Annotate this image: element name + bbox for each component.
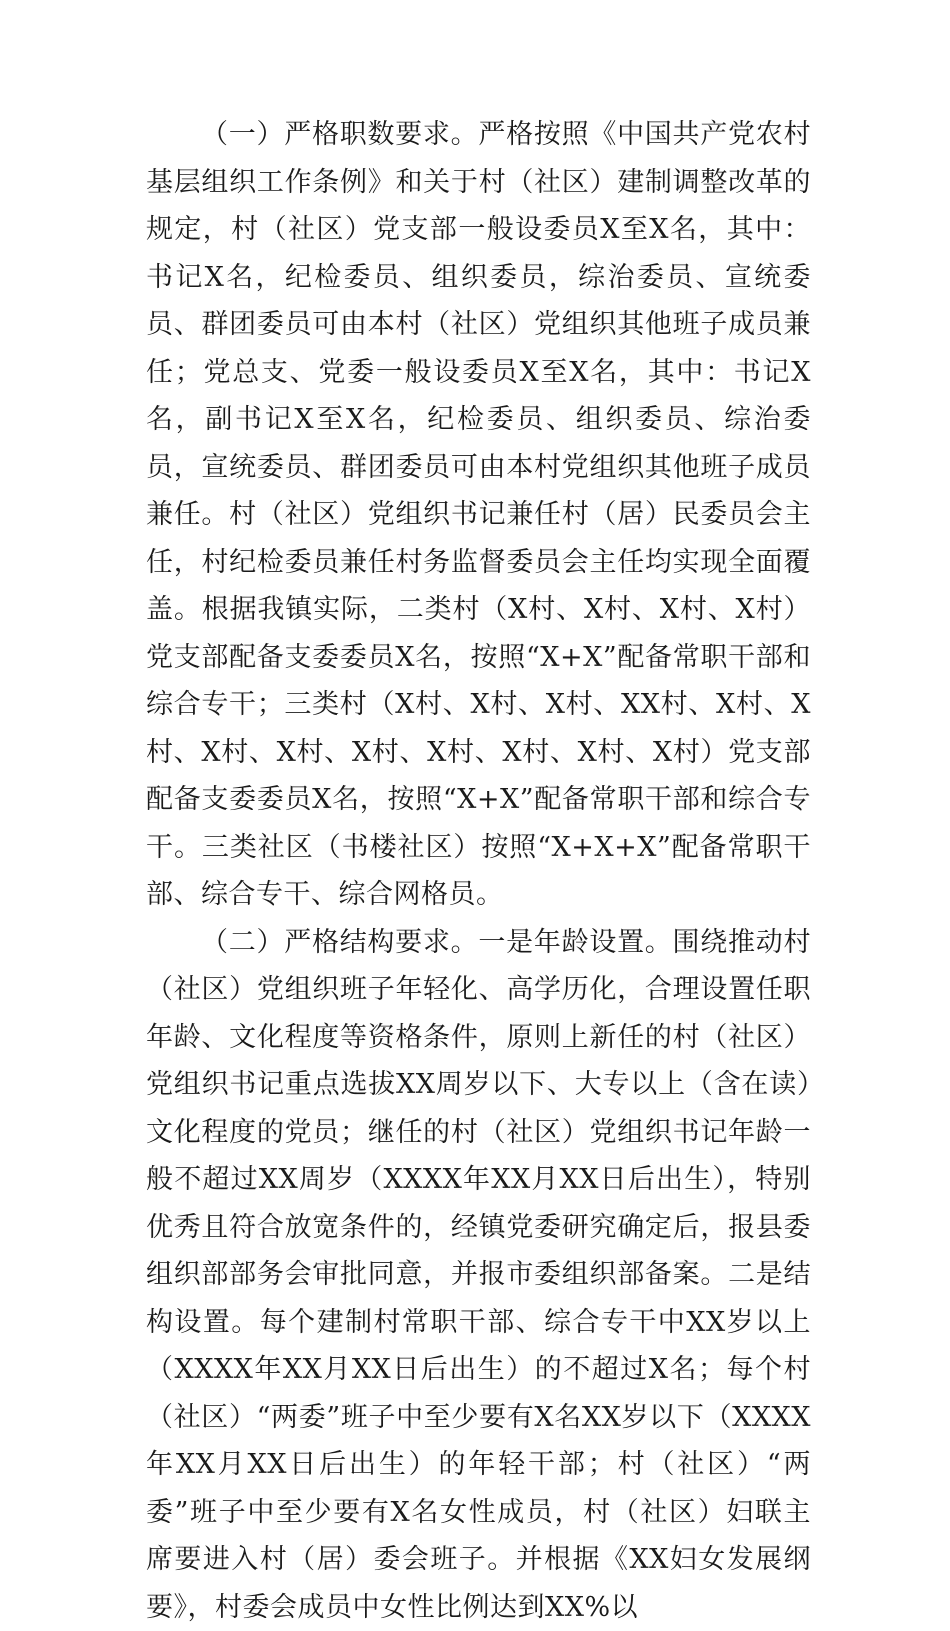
document-body [146, 111, 811, 1631]
paragraph-strict-structure: （二）严格结构要求。一是年龄设置。围绕推动村（社区）党组织班子年轻化、高学历化，合理设置任职年龄、文化程度等资格条件，原则上新任的村（社区）党组织书记重点选拔XX周岁以下、大专以上（含在读）文化程度的党员；继任的村（社区）党组织书记年龄一般不超过XX周岁（XXXX年XX月XX日后出生），特别优秀且符合放宽条件的，经镇党委研究确定后，报县委组织部部务会审批同意，并报市委组织部备案。二是结构设置。每个建制村常职干部、综合专干中XX岁以上（XXXX年XX月XX日后出生）的不超过X名；每个村（社区）“两委”班子中至少要有X名XX岁以下（XXXX年XX月XX日后出生）的年轻干部；村（社区）“两委”班子中至少要有X名女性成员，村（社区）妇联主席要进入村（居）委会班子。并根据《XX妇女发展纲要》，村委会成员中女性比例达到XX%以 [146, 919, 811, 1631]
paragraph-strict-positions: （一）严格职数要求。严格按照《中国共产党农村基层组织工作条例》和关于村（社区）建制调整改革的规定，村（社区）党支部一般设委员X至X名，其中：书记X名，纪检委员、组织委员，综治委员、宣统委员、群团委员可由本村（社区）党组织其他班子成员兼任；党总支、党委一般设委员X至X名，其中：书记X名，副书记X至X名，纪检委员、组织委员、综治委员，宣统委员、群团委员可由本村党组织其他班子成员兼任。村（社区）党组织书记兼任村（居）民委员会主任，村纪检委员兼任村务监督委员会主任均实现全面覆盖。根据我镇实际，二类村（X村、X村、X村、X村）党支部配备支委委员X名，按照“X+X”配备常职干部和综合专干；三类村（X村、X村、X村、XX村、X村、X村、X村、X村、X村、X村、X村、X村、X村）党支部配备支委委员X名，按照“X+X”配备常职干部和综合专干。三类社区（书楼社区）按照“X+X+X”配备常职干部、综合专干、综合网格员。 [146, 111, 811, 919]
